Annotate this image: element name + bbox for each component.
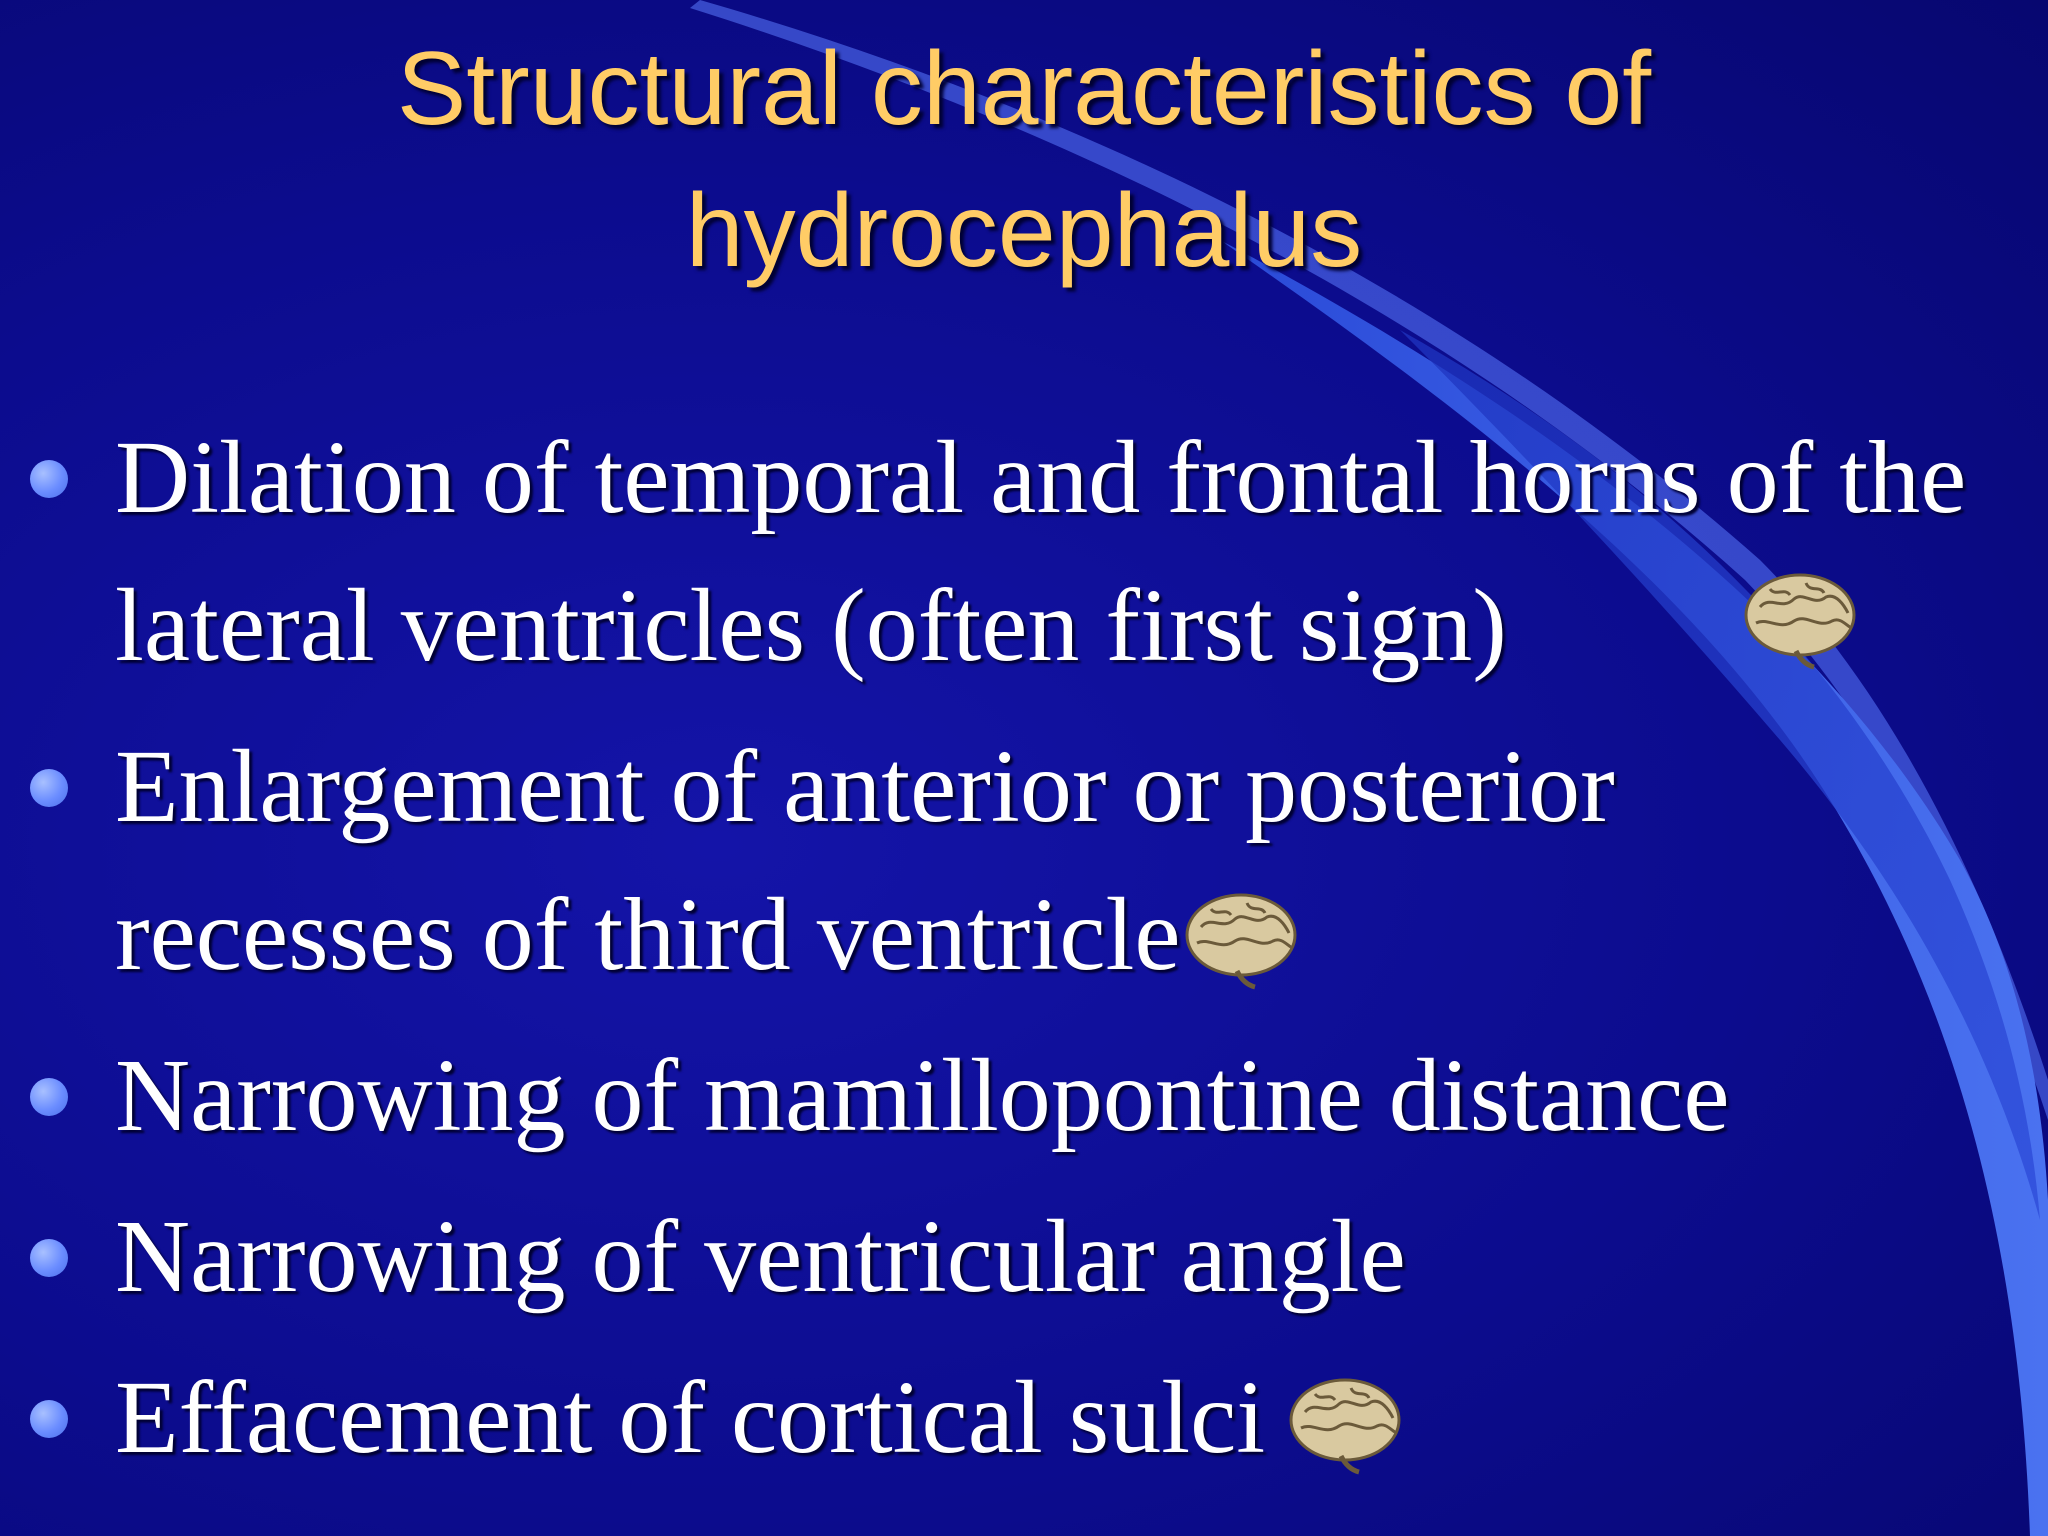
bullet-text: Narrowing of mamillopontine distance [115, 1038, 1730, 1153]
bullet-text: lateral ventricles (often first sign) [115, 568, 1507, 683]
bullet-dot-icon [30, 1400, 68, 1438]
bullet-dot-icon [30, 1078, 68, 1116]
bullet-text: Effacement of cortical sulci [115, 1360, 1266, 1475]
brain-icon [1740, 567, 1860, 671]
bullet-item [0, 1344, 2048, 1492]
title-line: Structural characteristics of [396, 31, 1652, 147]
bullet-dot-icon [30, 1239, 68, 1277]
bullet-text: Narrowing of ventricular angle [115, 1199, 1406, 1314]
bullet-text: Enlargement of anterior or posterior [115, 729, 1615, 844]
bullet-list [0, 404, 2048, 1505]
title-line: hydrocephalus [685, 173, 1363, 289]
slide-title [0, 18, 2048, 302]
bullet-item [0, 713, 2048, 1009]
bullet-item [0, 404, 2048, 700]
bullet-text: recesses of third ventricle [115, 877, 1181, 992]
brain-icon [1181, 887, 1301, 991]
bullet-text: Dilation of temporal and frontal horns of the [115, 420, 1967, 535]
bullet-dot-icon [30, 769, 68, 807]
bullet-item [0, 1183, 2048, 1331]
brain-icon [1285, 1372, 1405, 1476]
bullet-item [0, 1022, 2048, 1170]
bullet-dot-icon [30, 460, 68, 498]
